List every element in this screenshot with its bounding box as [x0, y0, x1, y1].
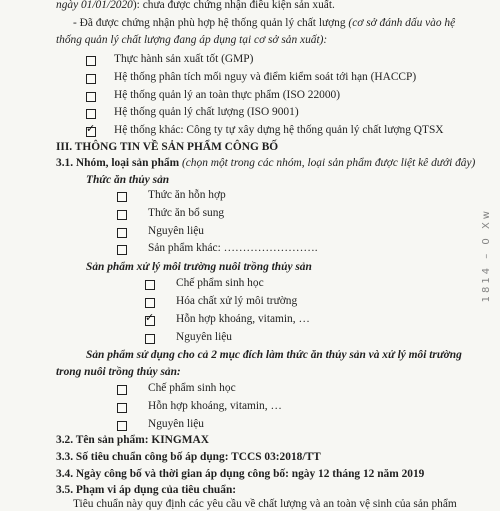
both-checkbox-raw[interactable] — [117, 421, 127, 431]
feed-label-other: Sản phẩm khác: ……………………. — [148, 242, 318, 254]
both-label-probiotic: Chế phẩm sinh học — [148, 382, 236, 394]
s31-line — [56, 156, 475, 170]
qms-checkbox-haccp[interactable] — [86, 74, 96, 84]
s31-note: (chọn một trong các nhóm, loại sản phẩm được liệt kê dưới đây) — [179, 157, 476, 169]
both-label-raw: Nguyên liệu — [148, 418, 204, 430]
qms-label-other: Hệ thống khác: Công ty tự xây dựng hệ thống quản lý chất lượng QTSX — [114, 124, 444, 136]
group-both-title-line2: trong nuôi trồng thủy sản: — [56, 366, 181, 378]
qms-checkbox-iso22000[interactable] — [86, 92, 96, 102]
margin-note: 1814 – 0 Xw — [481, 208, 492, 303]
env-label-mineral: Hỗn hợp khoáng, vitamin, … — [176, 313, 310, 325]
s32-line — [56, 433, 209, 447]
feed-checkbox-mixed[interactable] — [117, 192, 127, 202]
qms-label-haccp: Hệ thống phân tích mối nguy và điểm kiểm soát tới hạn (HACCP) — [114, 71, 417, 83]
group-feed-title: Thức ăn thủy sản — [86, 174, 170, 186]
both-checkbox-probiotic[interactable] — [117, 385, 127, 395]
s34-line — [56, 467, 424, 481]
s35-body: Tiêu chuẩn này quy định các yêu cầu về chất lượng và an toàn vệ sinh của sản phẩm — [73, 498, 457, 510]
env-label-probiotic: Chế phẩm sinh học — [176, 277, 264, 289]
feed-label-mixed: Thức ăn hỗn hợp — [148, 189, 226, 201]
feed-label-supplement: Thức ăn bổ sung — [148, 207, 225, 219]
both-checkbox-mineral[interactable] — [117, 403, 127, 413]
intro-line-3: thống quản lý chất lượng đang áp dụng tại cơ sở sản xuất): — [56, 34, 328, 46]
env-checkbox-raw[interactable] — [145, 334, 155, 344]
qms-label-iso22000: Hệ thống quản lý an toàn thực phẩm (ISO 22000) — [114, 89, 341, 101]
standard-number-value: TCCS 03:2018/TT — [231, 451, 321, 463]
announce-date-value: ngày 12 tháng 12 năm 2019 — [291, 468, 425, 480]
check-mark-icon: ✓ — [86, 122, 96, 135]
intro-date: ngày 01/01/2020 — [56, 0, 133, 11]
s35-line: 3.5. Phạm vi áp dụng của tiêu chuẩn: — [56, 484, 237, 496]
intro-certified-note: (cơ sở đánh dấu vào hệ — [348, 17, 456, 29]
intro-line-1 — [56, 0, 335, 12]
qms-checkbox-other[interactable] — [86, 122, 96, 137]
check-mark-icon: ✓ — [145, 311, 155, 324]
section-3-title: III. THÔNG TIN VỀ SẢN PHẨM CÔNG BỐ — [56, 141, 279, 153]
s33-line — [56, 450, 321, 464]
feed-checkbox-other[interactable] — [117, 245, 127, 255]
group-both-title-line1: Sản phẩm sử dụng cho cả 2 mục đích làm thức ăn thủy sản và xử lý môi trường — [86, 349, 462, 361]
qms-checkbox-gmp[interactable] — [86, 56, 96, 66]
qms-label-gmp: Thực hành sản xuất tốt (GMP) — [114, 53, 254, 65]
product-name-value: KINGMAX — [151, 434, 209, 446]
s31-label: 3.1. Nhóm, loại sản phẩm — [56, 157, 180, 169]
qms-checkbox-iso9001[interactable] — [86, 109, 96, 119]
announce-date-label: 3.4. Ngày công bố và thời gian áp dụng công bố: — [56, 468, 292, 480]
group-env-title: Sản phẩm xử lý môi trường nuôi trồng thủy sản — [86, 261, 312, 273]
env-checkbox-probiotic[interactable] — [145, 280, 155, 290]
env-checkbox-mineral[interactable] — [145, 311, 155, 326]
feed-label-raw: Nguyên liệu — [148, 225, 204, 237]
product-name-label: 3.2. Tên sản phẩm: — [56, 434, 152, 446]
both-label-mineral: Hỗn hợp khoáng, vitamin, … — [148, 400, 282, 412]
env-label-raw: Nguyên liệu — [176, 331, 232, 343]
intro-status: ): chưa được chứng nhận điều kiện sản xuất. — [132, 0, 335, 11]
feed-checkbox-supplement[interactable] — [117, 210, 127, 220]
env-label-chemical: Hóa chất xử lý môi trường — [176, 295, 298, 307]
intro-certified-text: - Đã được chứng nhận phù hợp hệ thống quản lý chất lượng — [73, 17, 349, 29]
qms-label-iso9001: Hệ thống quản lý chất lượng (ISO 9001) — [114, 106, 299, 118]
standard-number-label: 3.3. Số tiêu chuẩn công bố áp dụng: — [56, 451, 232, 463]
feed-checkbox-raw[interactable] — [117, 228, 127, 238]
intro-line-2 — [73, 16, 455, 30]
env-checkbox-chemical[interactable] — [145, 298, 155, 308]
